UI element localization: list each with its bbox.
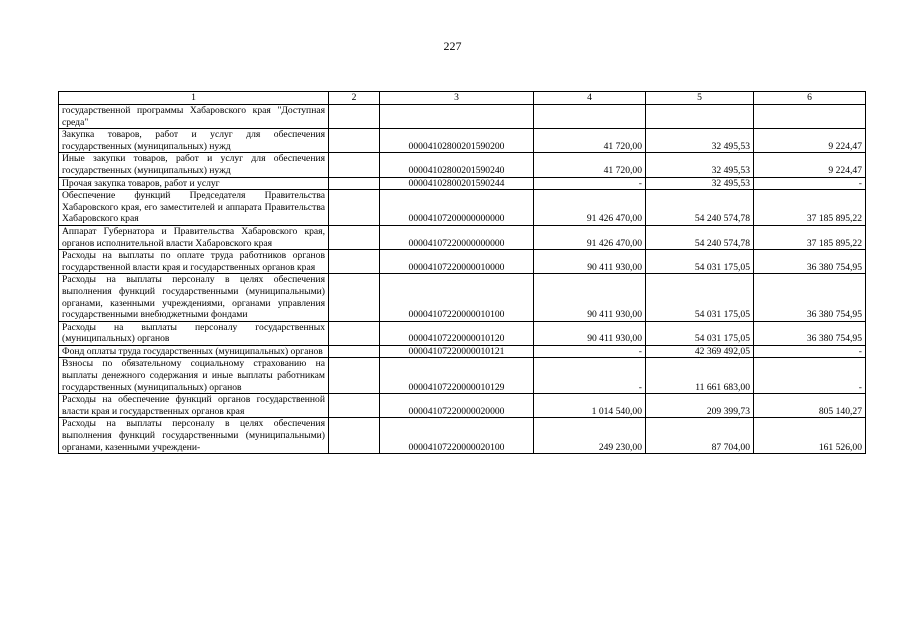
row-col2: [329, 105, 380, 129]
row-col2: [329, 345, 380, 358]
budget-table: [58, 91, 866, 454]
table-row: [59, 225, 866, 249]
row-name: Иные закупки товаров, работ и услуг для обеспечения государственных (муниципальных) нужд: [59, 153, 329, 177]
page-number: 227: [443, 39, 462, 53]
row-name: Расходы на выплаты по оплате труда работников органов государственной власти края и государственных органов края: [59, 250, 329, 274]
row-code: 00004107220000010120: [380, 321, 534, 345]
row-value-5: 54 031 175,05: [646, 274, 754, 321]
row-value-6: 36 380 754,95: [754, 250, 866, 274]
row-value-6: -: [754, 345, 866, 358]
row-code: 00004102800201590240: [380, 153, 534, 177]
row-value-4: 90 411 930,00: [534, 250, 646, 274]
row-code: 00004107220000010129: [380, 358, 534, 394]
row-value-6: 37 185 895,22: [754, 190, 866, 226]
table-row: [59, 321, 866, 345]
column-header-4: 4: [534, 92, 646, 105]
row-value-4: 91 426 470,00: [534, 190, 646, 226]
table-row: [59, 105, 866, 129]
row-value-6: -: [754, 177, 866, 190]
table-row: [59, 274, 866, 321]
row-value-6: 36 380 754,95: [754, 274, 866, 321]
row-value-6: 161 526,00: [754, 418, 866, 454]
row-col2: [329, 129, 380, 153]
row-value-4: 90 411 930,00: [534, 274, 646, 321]
row-value-5: 32 495,53: [646, 177, 754, 190]
row-code: 00004107220000010000: [380, 250, 534, 274]
table-row: [59, 250, 866, 274]
row-name: Расходы на обеспечение функций органов государственной власти края и государственных органов края: [59, 394, 329, 418]
row-value-4: 1 014 540,00: [534, 394, 646, 418]
row-value-4: 249 230,00: [534, 418, 646, 454]
row-value-4: -: [534, 177, 646, 190]
row-name: Расходы на выплаты персоналу государственных (муниципальных) органов: [59, 321, 329, 345]
table-row: [59, 177, 866, 190]
row-value-5: 32 495,53: [646, 153, 754, 177]
row-value-6: 36 380 754,95: [754, 321, 866, 345]
row-value-6: 9 224,47: [754, 153, 866, 177]
row-name: Аппарат Губернатора и Правительства Хабаровского края, органов исполнительной власти Хабаровского края: [59, 225, 329, 249]
row-value-5: 54 240 574,78: [646, 190, 754, 226]
table-row: [59, 394, 866, 418]
row-value-5: 42 369 492,05: [646, 345, 754, 358]
row-value-4: 90 411 930,00: [534, 321, 646, 345]
row-value-5: 11 661 683,00: [646, 358, 754, 394]
row-value-4: 41 720,00: [534, 153, 646, 177]
column-header-1: 1: [59, 92, 329, 105]
row-col2: [329, 177, 380, 190]
column-header-2: 2: [329, 92, 380, 105]
row-value-5: 209 399,73: [646, 394, 754, 418]
row-value-5: 54 240 574,78: [646, 225, 754, 249]
table-row: [59, 358, 866, 394]
row-col2: [329, 153, 380, 177]
column-header-5: 5: [646, 92, 754, 105]
row-name: Закупка товаров, работ и услуг для обеспечения государственных (муниципальных) нужд: [59, 129, 329, 153]
row-col2: [329, 394, 380, 418]
row-value-5: 54 031 175,05: [646, 321, 754, 345]
row-value-6: [754, 105, 866, 129]
row-value-6: -: [754, 358, 866, 394]
table-row: [59, 418, 866, 454]
row-code: 00004107220000020100: [380, 418, 534, 454]
row-code: [380, 105, 534, 129]
row-code: 00004107200000000000: [380, 190, 534, 226]
row-name: Прочая закупка товаров, работ и услуг: [59, 177, 329, 190]
row-value-5: 87 704,00: [646, 418, 754, 454]
column-header-3: 3: [380, 92, 534, 105]
row-value-5: 32 495,53: [646, 129, 754, 153]
row-value-4: -: [534, 358, 646, 394]
table-row: [59, 129, 866, 153]
row-value-4: [534, 105, 646, 129]
row-col2: [329, 225, 380, 249]
row-code: 00004107220000010121: [380, 345, 534, 358]
column-header-6: 6: [754, 92, 866, 105]
row-value-4: 41 720,00: [534, 129, 646, 153]
row-col2: [329, 358, 380, 394]
row-value-6: 9 224,47: [754, 129, 866, 153]
row-value-6: 37 185 895,22: [754, 225, 866, 249]
row-code: 00004102800201590200: [380, 129, 534, 153]
row-value-5: 54 031 175,05: [646, 250, 754, 274]
row-code: 00004107220000020000: [380, 394, 534, 418]
table-row: [59, 345, 866, 358]
row-name: государственной программы Хабаровского края "Доступная среда": [59, 105, 329, 129]
row-name: Расходы на выплаты персоналу в целях обеспечения выполнения функций государственными (муниципальными) органами, казенными учреждени-: [59, 418, 329, 454]
row-name: Взносы по обязательному социальному страхованию на выплаты денежного содержания и иные выплаты работникам государственных (муниципальных) органов: [59, 358, 329, 394]
table-row: [59, 190, 866, 226]
row-code: 00004107220000000000: [380, 225, 534, 249]
row-name: Обеспечение функций Председателя Правительства Хабаровского края, его заместителей и аппарата Правительства Хабаровского края: [59, 190, 329, 226]
row-col2: [329, 321, 380, 345]
row-value-5: [646, 105, 754, 129]
row-col2: [329, 190, 380, 226]
row-value-4: 91 426 470,00: [534, 225, 646, 249]
row-code: 00004102800201590244: [380, 177, 534, 190]
row-name: Фонд оплаты труда государственных (муниципальных) органов: [59, 345, 329, 358]
row-value-4: -: [534, 345, 646, 358]
row-col2: [329, 418, 380, 454]
row-name: Расходы на выплаты персоналу в целях обеспечения выполнения функций государственными (муниципальными) органами, казенными учреждениями, органами управления государственными внебюджетными фондами: [59, 274, 329, 321]
row-value-6: 805 140,27: [754, 394, 866, 418]
header-row: [59, 92, 866, 105]
row-col2: [329, 274, 380, 321]
table-row: [59, 153, 866, 177]
row-code: 00004107220000010100: [380, 274, 534, 321]
row-col2: [329, 250, 380, 274]
